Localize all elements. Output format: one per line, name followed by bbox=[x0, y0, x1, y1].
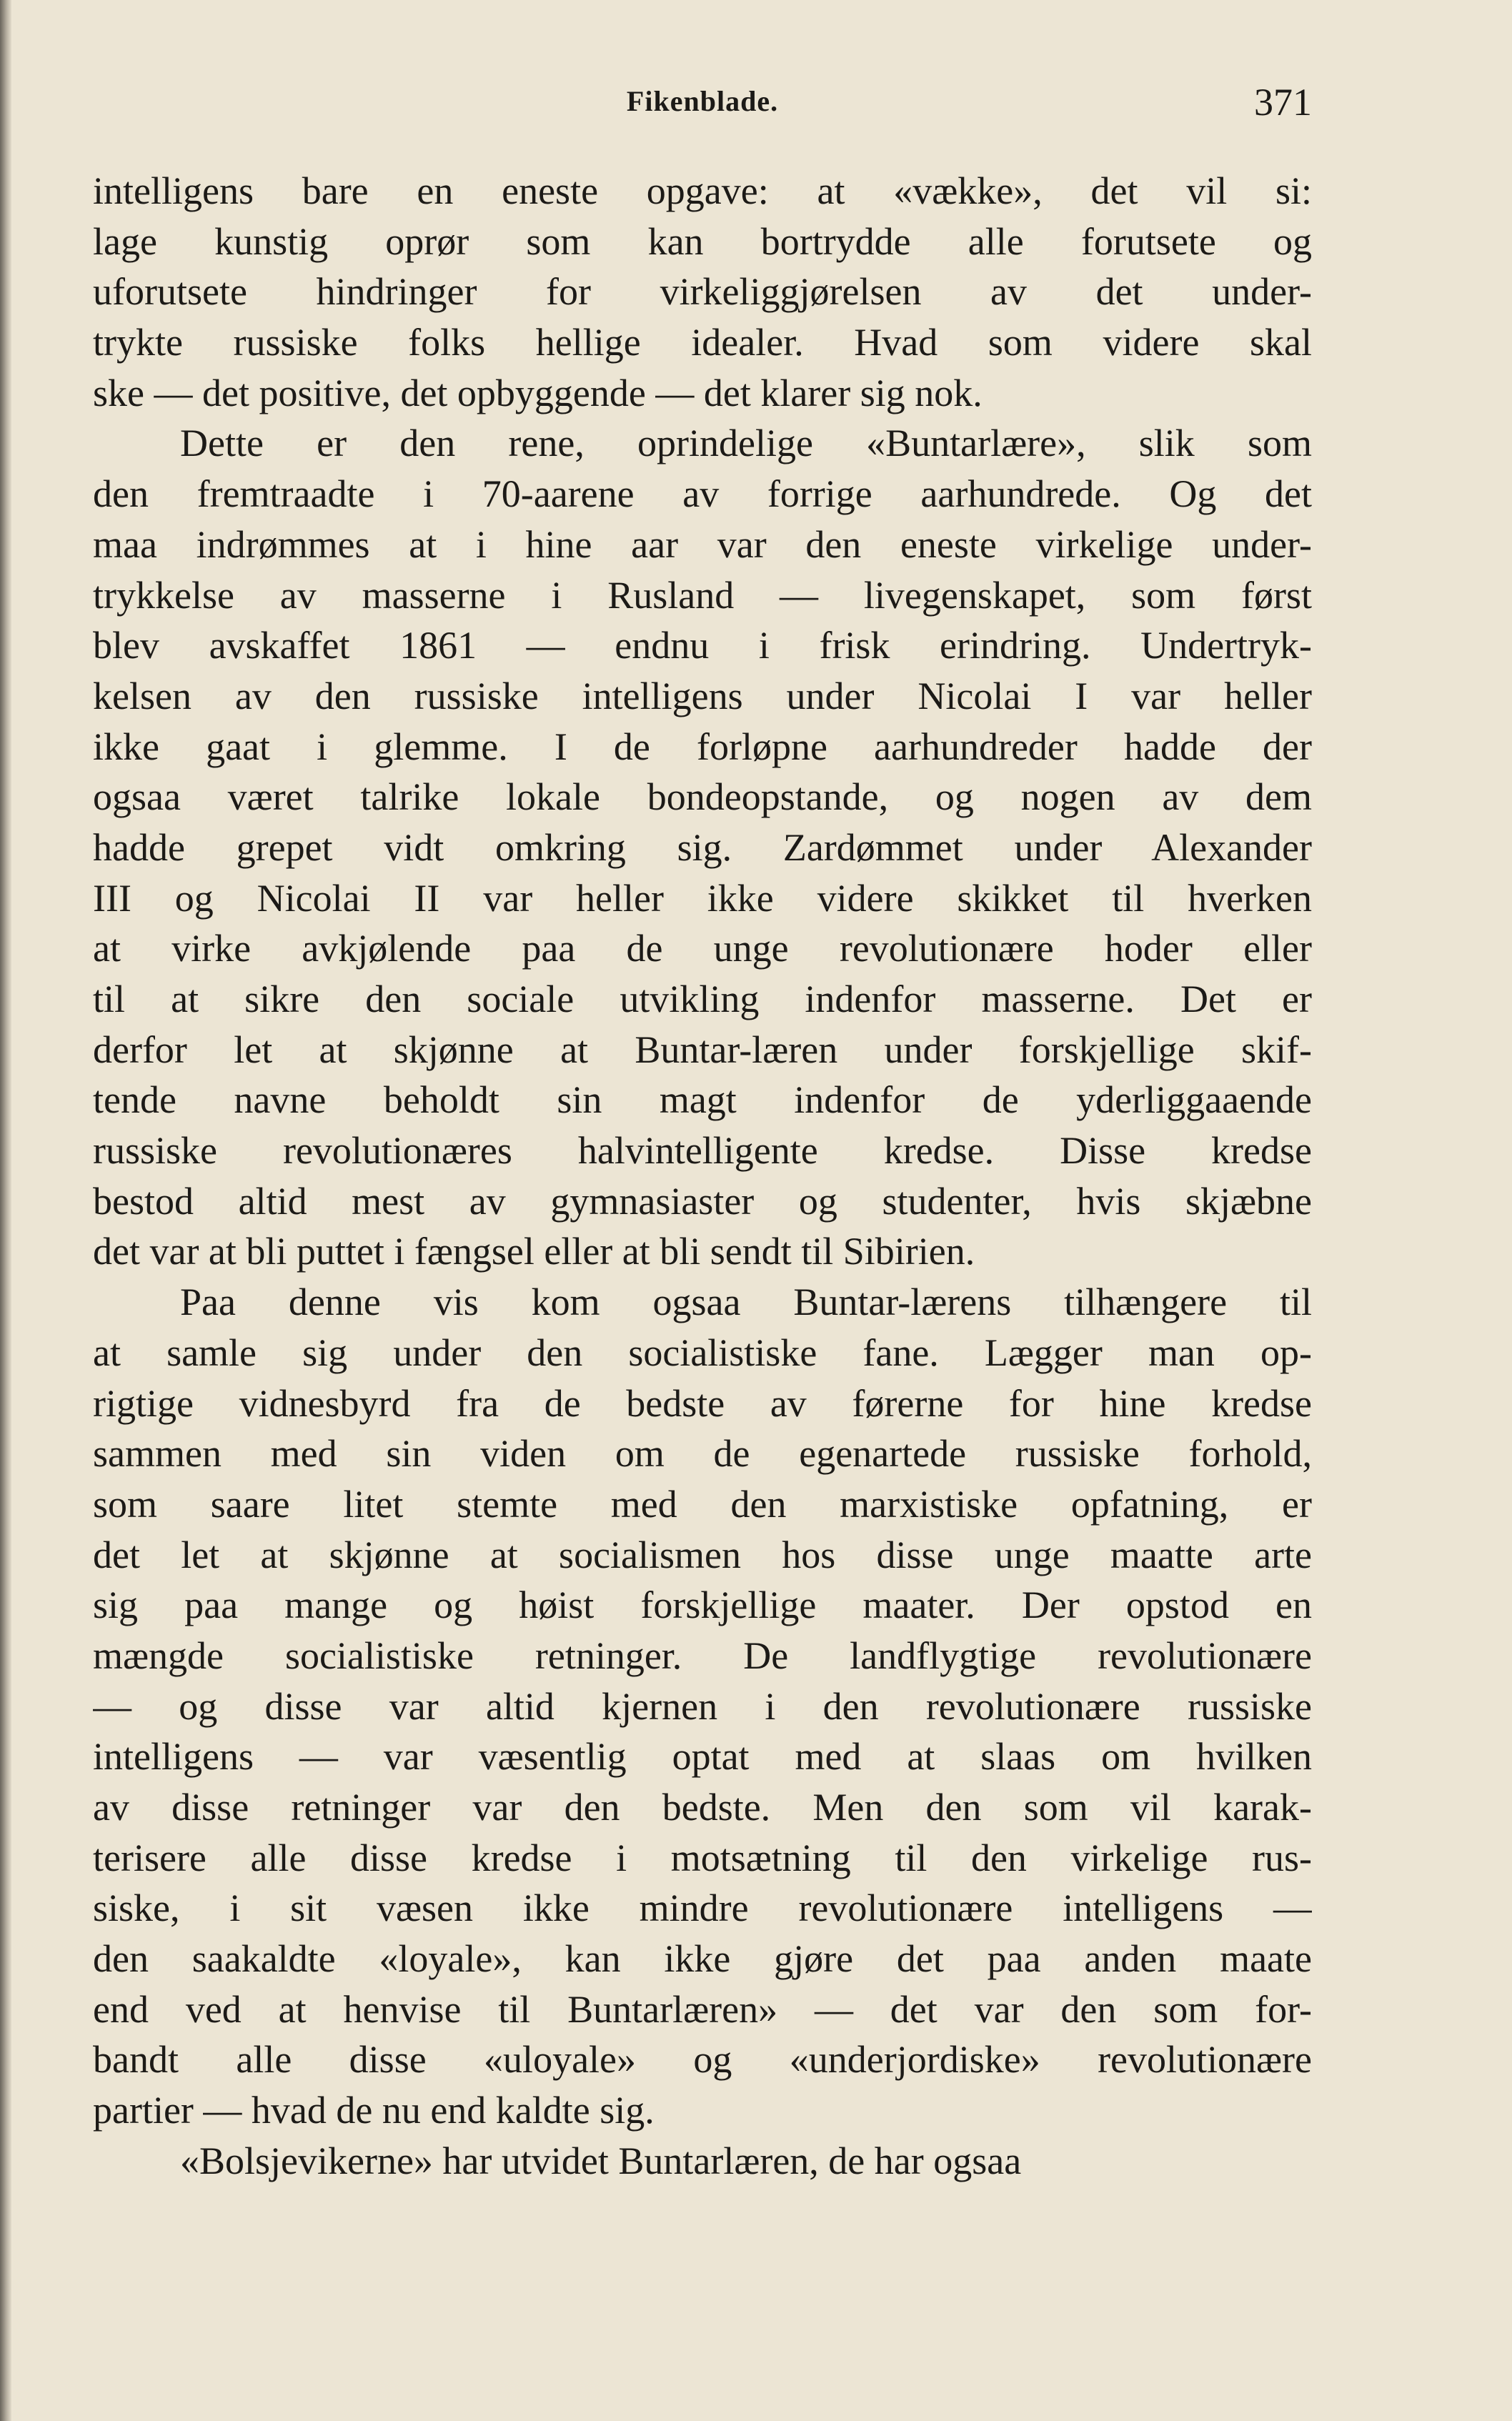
text-line: trykte russiske folks hellige idealer. Hvad som videre skal bbox=[93, 321, 1312, 364]
page-header bbox=[93, 81, 1312, 141]
text-line: intelligens — var væsentlig optat med at slaas om hvilken bbox=[93, 1735, 1312, 1779]
text-line: bestod altid mest av gymnasiaster og studenter, hvis skjæbne bbox=[93, 1179, 1312, 1223]
text-line: terisere alle disse kredse i motsætning til den virkelige rus- bbox=[93, 1836, 1312, 1879]
text-line: den fremtraadte i 70-aarene av forrige aarhundrede. Og det bbox=[93, 472, 1312, 516]
text-line: trykkelse av masserne i Rusland — livegenskapet, som først bbox=[93, 573, 1312, 617]
text-line: av disse retninger var den bedste. Men den som vil karak- bbox=[93, 1786, 1312, 1829]
text-line: ikke gaat i glemme. I de forløpne aarhundreder hadde der bbox=[93, 725, 1312, 768]
text-line: mængde socialistiske retninger. De landflygtige revolutionære bbox=[93, 1634, 1312, 1677]
text-line: sig paa mange og høist forskjellige maater. Der opstod en bbox=[93, 1584, 1312, 1627]
text-line: uforutsete hindringer for virkeliggjørelsen av det under- bbox=[93, 270, 1312, 314]
text-line: Paa denne vis kom ogsaa Buntar-lærens tilhængere til bbox=[180, 1281, 1312, 1324]
text-line: bandt alle disse «uloyale» og «underjordiske» revolutionære bbox=[93, 2038, 1312, 2082]
body-text bbox=[93, 166, 1312, 2187]
text-line: den saakaldte «loyale», kan ikke gjøre det paa anden maate bbox=[93, 1937, 1312, 1981]
text-line: at virke avkjølende paa de unge revolutionære hoder eller bbox=[93, 927, 1312, 970]
text-line: III og Nicolai II var heller ikke videre skikket til hverken bbox=[93, 876, 1312, 920]
text-line: russiske revolutionæres halvintelligente kredse. Disse kredse bbox=[93, 1129, 1312, 1173]
text-line: hadde grepet vidt omkring sig. Zardømmet under Alexander bbox=[93, 825, 1312, 869]
text-line: ogsaa været talrike lokale bondeopstande, og nogen av dem bbox=[93, 775, 1312, 819]
text-line: at samle sig under den socialistiske fane. Lægger man op- bbox=[93, 1331, 1312, 1374]
text-line: «Bolsjevikerne» har utvidet Buntarlæren, de har ogsaa bbox=[180, 2139, 1022, 2182]
text-line: det var at bli puttet i fængsel eller at bli sendt til Sibirien. bbox=[93, 1230, 975, 1273]
text-line: rigtige vidnesbyrd fra de bedste av førerne for hine kredse bbox=[93, 1381, 1312, 1425]
page-number: 371 bbox=[1254, 81, 1312, 124]
text-line: sammen med sin viden om de egenartede russiske forhold, bbox=[93, 1432, 1312, 1476]
text-line: siske, i sit væsen ikke mindre revolutionære intelligens — bbox=[93, 1886, 1312, 1930]
text-line: blev avskaffet 1861 — endnu i frisk erindring. Undertryk- bbox=[93, 624, 1312, 667]
text-line: — og disse var altid kjernen i den revolutionære russiske bbox=[93, 1684, 1312, 1728]
text-line: det let at skjønne at socialismen hos disse unge maatte arte bbox=[93, 1533, 1312, 1576]
text-line: partier — hvad de nu end kaldte sig. bbox=[93, 2089, 655, 2132]
text-line: til at sikre den sociale utvikling indenfor masserne. Det er bbox=[93, 978, 1312, 1020]
text-line: ske — det positive, det opbyggende — det klarer sig nok. bbox=[93, 371, 983, 414]
text-line: maa indrømmes at i hine aar var den eneste virkelige under- bbox=[93, 522, 1312, 566]
text-line: kelsen av den russiske intelligens under Nicolai I var heller bbox=[93, 674, 1312, 717]
text-line: tende navne beholdt sin magt indenfor de yderliggaaende bbox=[93, 1078, 1312, 1122]
text-line: Dette er den rene, oprindelige «Buntarlære», slik som bbox=[180, 422, 1312, 465]
text-line: som saare litet stemte med den marxistiske opfatning, er bbox=[93, 1482, 1312, 1526]
page-spine-shadow bbox=[0, 0, 11, 2421]
text-line: intelligens bare en eneste opgave: at «vække», det vil si: bbox=[93, 169, 1312, 212]
text-line: lage kunstig oprør som kan bortrydde alle forutsete og bbox=[93, 219, 1312, 263]
text-line: end ved at henvise til Buntarlæren» — det var den som for- bbox=[93, 1987, 1312, 2031]
text-line: derfor let at skjønne at Buntar-læren under forskjellige skif- bbox=[93, 1028, 1312, 1071]
running-title: Fikenblade. bbox=[626, 85, 779, 117]
